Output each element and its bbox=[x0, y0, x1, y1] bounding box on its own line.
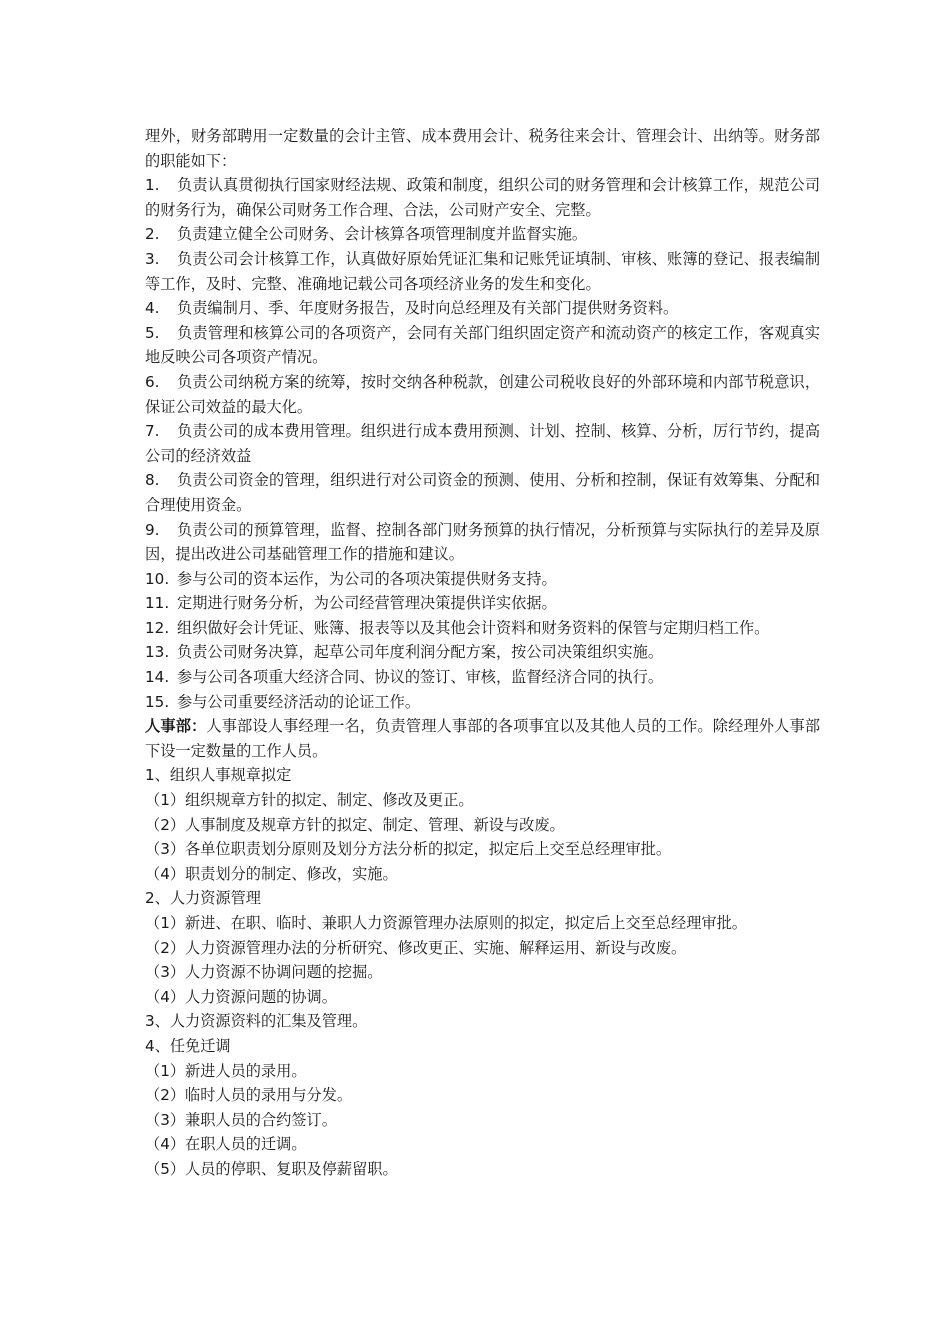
finance-item bbox=[145, 640, 820, 665]
item-text: 定期进行财务分析，为公司经营管理决策提供详实依据。 bbox=[177, 594, 557, 613]
item-number: 6. bbox=[145, 372, 160, 391]
item-number: 2. bbox=[145, 225, 160, 244]
hr-line: （1）新进人员的录用。 bbox=[145, 1061, 307, 1080]
item-number: 4. bbox=[145, 299, 160, 318]
hr-heading: 人事部： bbox=[145, 717, 207, 736]
finance-item bbox=[145, 247, 820, 296]
finance-item bbox=[145, 616, 820, 641]
item-text: 参与公司的资本运作，为公司的各项决策提供财务支持。 bbox=[177, 569, 557, 588]
item-number: 3. bbox=[145, 249, 160, 268]
hr-line: （4）在职人员的迁调。 bbox=[145, 1135, 307, 1154]
finance-item bbox=[145, 567, 820, 592]
hr-line: （5）人员的停职、复职及停薪留职。 bbox=[145, 1159, 398, 1178]
item-number: 9. bbox=[145, 520, 160, 539]
hr-line: 2、人力资源管理 bbox=[145, 889, 261, 908]
item-number: 1. bbox=[145, 176, 160, 195]
hr-line: （4）人力资源问题的协调。 bbox=[145, 987, 337, 1006]
hr-line: （3）兼职人员的合约签订。 bbox=[145, 1110, 337, 1129]
finance-item bbox=[145, 173, 820, 222]
finance-item bbox=[145, 419, 820, 468]
finance-item bbox=[145, 591, 820, 616]
item-number: 13. bbox=[145, 643, 170, 662]
finance-item bbox=[145, 296, 820, 321]
hr-line: 3、人力资源资料的汇集及管理。 bbox=[145, 1012, 368, 1031]
item-text: 负责公司的预算管理，监督、控制各部门财务预算的执行情况，分析预算与实际执行的差异及原因，提出改进公司基础管理工作的措施和建议。 bbox=[145, 520, 820, 564]
item-number: 5. bbox=[145, 323, 160, 342]
item-text: 负责公司财务决算，起草公司年度利润分配方案，按公司决策组织实施。 bbox=[177, 643, 663, 662]
finance-item bbox=[145, 370, 820, 419]
hr-duties-list bbox=[145, 763, 820, 1181]
item-number: 15. bbox=[145, 692, 170, 711]
hr-paragraph bbox=[145, 714, 820, 763]
finance-item bbox=[145, 222, 820, 247]
item-number: 7. bbox=[145, 422, 160, 441]
finance-intro: 理外，财务部聘用一定数量的会计主管、成本费用会计、税务往来会计、管理会计、出纳等。财务部的职能如下： bbox=[145, 127, 820, 170]
item-text: 参与公司各项重大经济合同、协议的签订、审核，监督经济合同的执行。 bbox=[177, 668, 663, 687]
hr-line: 1、组织人事规章拟定 bbox=[145, 766, 292, 785]
hr-line: （2）人事制度及规章方针的拟定、制定、管理、新设与改废。 bbox=[145, 815, 565, 834]
item-text: 负责公司纳税方案的统筹，按时交纳各种税款，创建公司税收良好的外部环境和内部节税意识，保证公司效益的最大化。 bbox=[145, 372, 820, 416]
hr-line: （3）各单位职责划分原则及划分方法分析的拟定，拟定后上交至总经理审批。 bbox=[145, 840, 672, 859]
hr-line: （2）临时人员的录用与分发。 bbox=[145, 1086, 353, 1105]
finance-item bbox=[145, 518, 820, 567]
finance-item bbox=[145, 690, 820, 715]
finance-item bbox=[145, 321, 820, 370]
document-page bbox=[145, 124, 820, 1182]
item-text: 负责公司会计核算工作，认真做好原始凭证汇集和记账凭证填制、审核、账簿的登记、报表编制等工作，及时、完整、准确地记载公司各项经济业务的发生和变化。 bbox=[145, 249, 820, 293]
item-text: 组织做好会计凭证、账簿、报表等以及其他会计资料和财务资料的保管与定期归档工作。 bbox=[177, 618, 770, 637]
finance-item bbox=[145, 665, 820, 690]
hr-line: （1）新进、在职、临时、兼职人力资源管理办法原则的拟定，拟定后上交至总经理审批。 bbox=[145, 914, 747, 932]
item-text: 负责公司资金的管理，组织进行对公司资金的预测、使用、分析和控制，保证有效筹集、分配和合理使用资金。 bbox=[145, 471, 820, 514]
item-number: 8. bbox=[145, 471, 160, 490]
item-text: 负责认真贯彻执行国家财经法规、政策和制度，组织公司的财务管理和会计核算工作，规范公司的财务行为，确保公司财务工作合理、合法，公司财产安全、完整。 bbox=[145, 176, 820, 219]
item-text: 负责编制月、季、年度财务报告，及时向总经理及有关部门提供财务资料。 bbox=[177, 299, 679, 318]
hr-line: 4、任免迁调 bbox=[145, 1036, 231, 1055]
hr-line: （1）组织规章方针的拟定、制定、修改及更正。 bbox=[145, 791, 474, 810]
finance-item bbox=[145, 468, 820, 517]
item-text: 参与公司重要经济活动的论证工作。 bbox=[177, 692, 420, 711]
item-number: 11. bbox=[145, 594, 170, 613]
hr-line: （3）人力资源不协调问题的挖掘。 bbox=[145, 963, 383, 982]
finance-duties-list bbox=[145, 173, 820, 714]
item-number: 14. bbox=[145, 668, 170, 687]
item-number: 10. bbox=[145, 569, 170, 588]
hr-line: （2）人力资源管理办法的分析研究、修改更正、实施、解释运用、新设与改废。 bbox=[145, 938, 687, 957]
item-text: 负责建立健全公司财务、会计核算各项管理制度并监督实施。 bbox=[177, 225, 588, 244]
item-number: 12. bbox=[145, 618, 170, 637]
hr-intro: 人事部设人事经理一名，负责管理人事部的各项事宜以及其他人员的工作。除经理外人事部下设一定数量的工作人员。 bbox=[145, 717, 821, 760]
item-text: 负责管理和核算公司的各项资产，会同有关部门组织固定资产和流动资产的核定工作，客观真实地反映公司各项资产情况。 bbox=[145, 323, 820, 367]
hr-line: （4）职责划分的制定、修改，实施。 bbox=[145, 864, 398, 883]
item-text: 负责公司的成本费用管理。组织进行成本费用预测、计划、控制、核算、分析，厉行节约，提高公司的经济效益 bbox=[145, 422, 820, 465]
